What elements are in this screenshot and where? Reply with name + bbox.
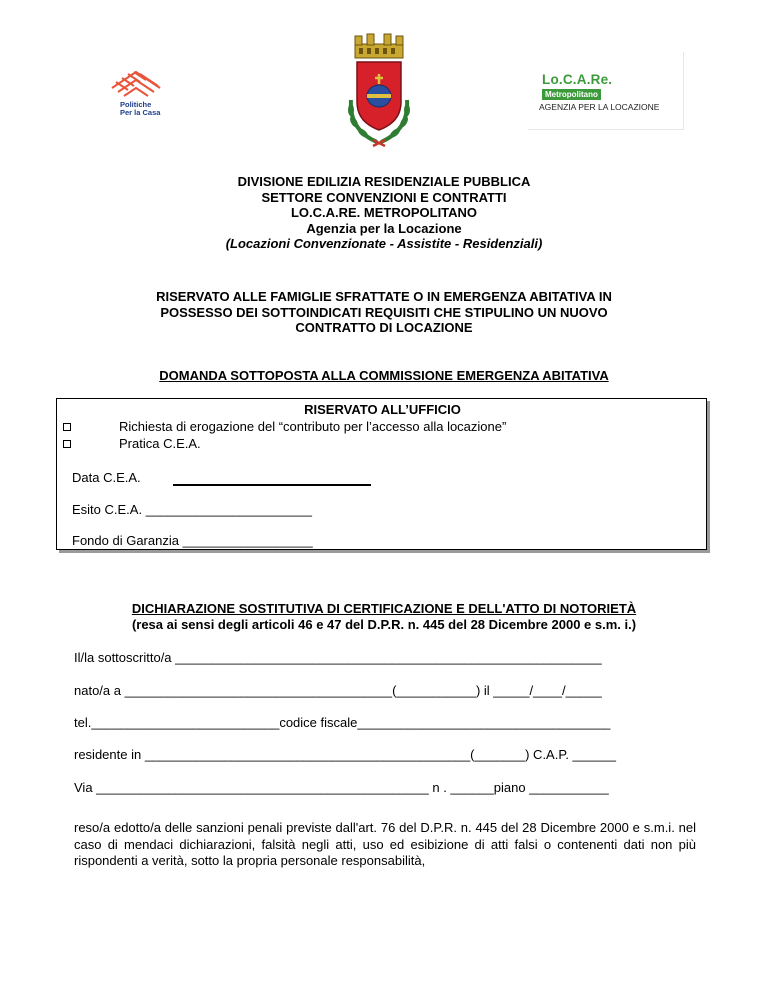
form-line-tel-cf[interactable]: tel.__________________________codice fiscale___________________________________: [74, 715, 611, 730]
declaration-title: DICHIARAZIONE SOSTITUTIVA DI CERTIFICAZIONE E DELL'ATTO DI NOTORIETÀ: [131, 601, 637, 616]
per-la-casa-label: Per la Casa: [120, 108, 161, 117]
header-sector: SETTORE CONVENZIONI E CONTRATTI: [261, 189, 507, 205]
locare-tagline: AGENZIA PER LA LOCAZIONE: [539, 102, 660, 112]
data-cea-field[interactable]: [173, 484, 371, 486]
closing-paragraph: reso/a edotto/a delle sanzioni penali previste dall'art. 76 del D.P.R. n. 445 del 28 Dicembre 2000 e s.m.i. nel caso di mendaci dichiarazioni, falsità negli atti, uso ed esibizione di atti falsi o contenenti dati non più rispondenti a verità, sotto la propria personale responsabilità,: [74, 820, 696, 868]
header-subtitle: (Locazioni Convenzionate - Assistite - Residenziali): [225, 236, 543, 251]
option-contributo-label: Richiesta di erogazione del “contributo per l’accesso alla locazione”: [119, 419, 507, 434]
header-locare: LO.C.A.RE. METROPOLITANO: [290, 205, 478, 220]
locare-metropolitano: Metropolitano: [542, 89, 601, 100]
commission-title: DOMANDA SOTTOPOSTA ALLA COMMISSIONE EMERGENZA ABITATIVA: [159, 368, 609, 383]
reserved-notice-line1: RISERVATO ALLE FAMIGLIE SFRATTATE O IN EMERGENZA ABITATIVA IN: [156, 289, 612, 304]
roof-tiles-logo-icon: [108, 68, 168, 104]
form-line-residenza[interactable]: residente in _____________________________________________(_______) C.A.P. ______: [74, 747, 616, 762]
fondo-garanzia-label: Fondo di Garanzia __________________: [72, 533, 313, 548]
header-agenzia: Agenzia per la Locazione: [306, 220, 462, 236]
form-line-via[interactable]: Via ______________________________________________ n . ______piano ___________: [74, 780, 609, 795]
form-line-nato[interactable]: nato/a a _____________________________________(___________) il _____/____/_____: [74, 683, 602, 698]
municipal-crest: [339, 30, 419, 155]
checkbox-pratica-cea[interactable]: [63, 440, 71, 448]
declaration-subtitle: (resa ai sensi degli articoli 46 e 47 del D.P.R. n. 445 del 28 Dicembre 2000 e s.m. i.): [131, 617, 637, 632]
office-use-box: [56, 398, 707, 550]
header-block: [60, 174, 708, 252]
locare-logo: [528, 52, 684, 130]
checkbox-contributo[interactable]: [63, 423, 71, 431]
municipal-crest-icon: [339, 30, 419, 155]
reserved-notice-line2: POSSESSO DEI SOTTOINDICATI REQUISITI CHE STIPULINO UN NUOVO: [160, 304, 608, 320]
header-division: DIVISIONE EDILIZIA RESIDENZIALE PUBBLICA: [237, 174, 531, 189]
option-pratica-label: Pratica C.E.A.: [119, 436, 201, 451]
politiche-label: Politiche: [120, 100, 152, 109]
reserved-notice-line3: CONTRATTO DI LOCAZIONE: [295, 320, 473, 335]
data-cea-label: Data C.E.A.: [72, 470, 141, 485]
office-box-title: RISERVATO ALL’UFFICIO: [304, 402, 461, 417]
locare-brand: Lo.C.A.Re.: [542, 72, 613, 87]
reserved-notice: [60, 289, 708, 336]
esito-cea-label: Esito C.E.A. _______________________: [72, 502, 312, 517]
politiche-casa-logo: [108, 68, 168, 122]
form-line-sottoscritto[interactable]: Il/la sottoscritto/a ___________________________________________________________: [74, 650, 602, 665]
